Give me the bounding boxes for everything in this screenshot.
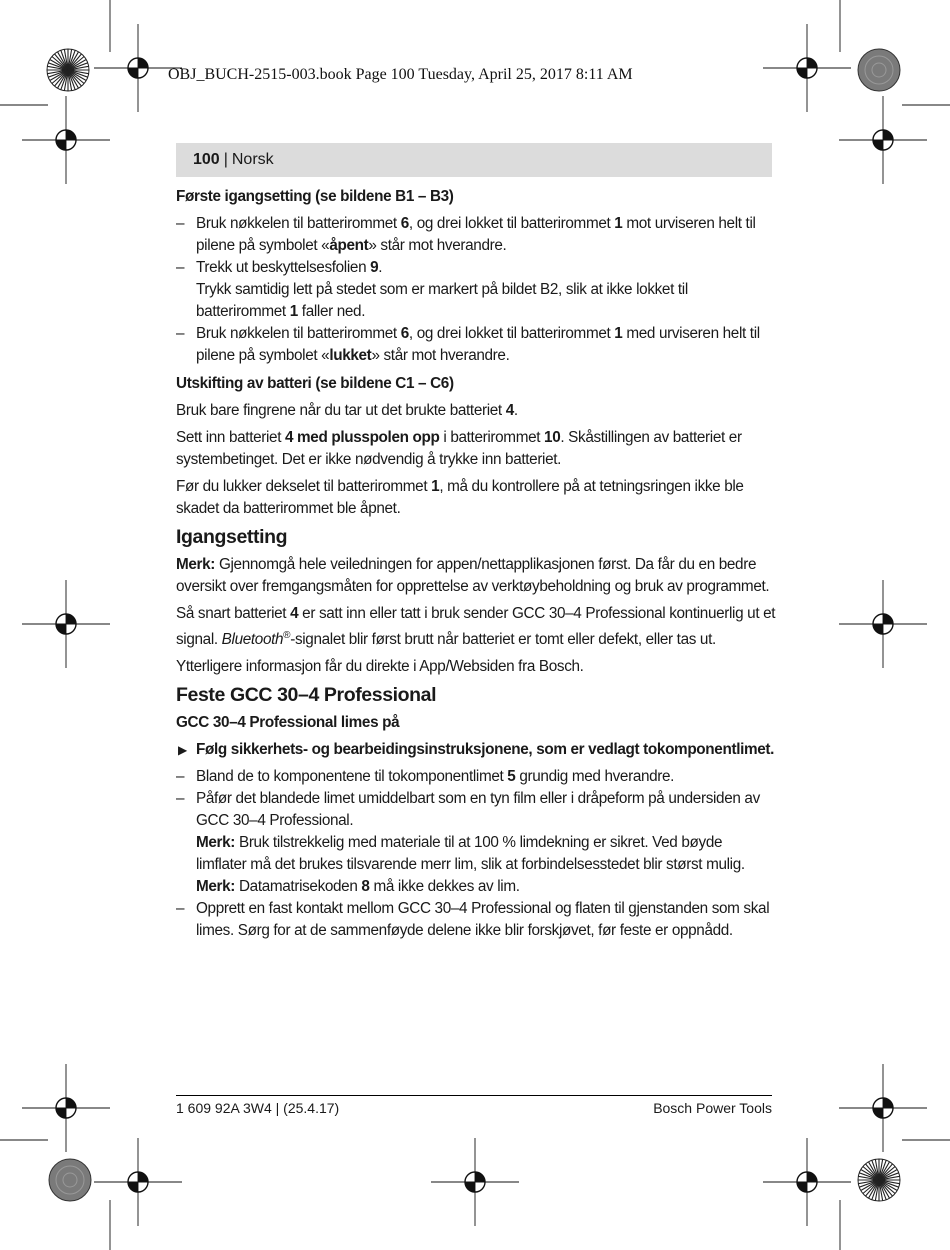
paragraph: Før du lukker dekselet til batterirommet 1, må du kontrollere på at tetningsringen ikke ble skadet da batterirommet ble åpnet. bbox=[176, 478, 744, 517]
section-title-first-startup: Første igangsetting (se bildene B1 – B3) bbox=[176, 188, 454, 205]
star-target bbox=[47, 49, 89, 91]
gluing-steps bbox=[176, 766, 776, 942]
registration-mark bbox=[22, 1064, 110, 1152]
section-subtitle-gluing: GCC 30–4 Professional limes på bbox=[176, 714, 400, 732]
registration-mark bbox=[94, 1138, 182, 1226]
star-target bbox=[858, 1159, 900, 1201]
paragraph: Ytterligere informasjon får du direkte i App/Websiden fra Bosch. bbox=[176, 658, 584, 676]
registration-mark bbox=[431, 1138, 519, 1226]
paragraph: Merk: Gjennomgå hele veiledningen for appen/nettapplikasjonen først. Da får du en bedre oversikt over fremgangsmåten for opprettelse av verktøybeholdning og bruk av programmet. bbox=[176, 556, 770, 595]
page-header bbox=[176, 143, 772, 177]
gray-target bbox=[49, 1159, 91, 1201]
step-note: Trykk samtidig lett på stedet som er markert på bildet B2, slik at ikke lokket til batterirommet 1 faller ned. bbox=[196, 281, 688, 320]
list-item: – Bruk nøkkelen til batterirommet 6, og drei lokket til batterirommet 1 med urviseren helt til pilene på symbolet «lukket» står mot hverandre. bbox=[176, 323, 776, 367]
step-note: Merk: Bruk tilstrekkelig med materiale til at 100 % limdekning er sikret. Ved bøyde limflater må det brukes tilsvarende merr lim, slik at forbindelsesstedet blir størst mulig. bbox=[196, 834, 745, 874]
registration-mark bbox=[763, 1138, 851, 1226]
header-language: Norsk bbox=[231, 151, 274, 168]
page-footer bbox=[176, 1095, 772, 1116]
paragraph: Bruk bare fingrene når du tar ut det brukte batteriet 4. bbox=[176, 402, 518, 419]
list-item: – Trekk ut beskyttelsesfolien 9. Trykk samtidig lett på stedet som er markert på bildet B2, slik at ikke lokket til batterirommet 1 faller ned. bbox=[176, 257, 776, 323]
section-heading-startup: Igangsetting bbox=[176, 526, 288, 548]
page-number: 100 bbox=[193, 151, 220, 168]
section-heading-mounting: Feste GCC 30–4 Professional bbox=[176, 684, 437, 707]
section-title-battery-replacement: Utskifting av batteri (se bildene C1 – C6) bbox=[176, 375, 454, 392]
paragraph: Sett inn batteriet 4 med plusspolen opp i batterirommet 10. Skåstillingen av batteriet er systembetinget. Det er ikke nødvendig å trykke inn batteriet. bbox=[176, 429, 742, 468]
page-content bbox=[176, 186, 776, 948]
book-info-line: OBJ_BUCH-2515-003.book Page 100 Tuesday, April 25, 2017 8:11 AM bbox=[168, 66, 633, 83]
footer-brand: Bosch Power Tools bbox=[653, 1100, 772, 1116]
gray-target bbox=[858, 49, 900, 91]
list-item: – Opprett en fast kontakt mellom GCC 30–4 Professional og flaten til gjenstanden som skal limes. Sørg for at de sammenføyde delene ikke blir forskjøvet, før feste er oppnådd. bbox=[176, 898, 776, 942]
registration-mark bbox=[839, 580, 927, 668]
paragraph: Så snart batteriet 4 er satt inn eller tatt i bruk sender GCC 30–4 Professional kontinuerlig ut et signal. Bluetooth®-signalet blir først brutt når batteriet er tomt eller defekt, eller tas ut. bbox=[176, 605, 776, 649]
triangle-right-icon: ▶ bbox=[178, 743, 187, 758]
registration-mark bbox=[839, 96, 927, 184]
step-note: Merk: Datamatrisekoden 8 må ikke dekkes av lim. bbox=[196, 878, 520, 896]
list-item: – Bruk nøkkelen til batterirommet 6, og drei lokket til batterirommet 1 mot urviseren helt til pilene på symbolet «åpent» står mot hverandre. bbox=[176, 213, 776, 257]
footer-document-code: 1 609 92A 3W4 | (25.4.17) bbox=[176, 1100, 340, 1116]
header-separator: | bbox=[223, 151, 228, 168]
registration-mark bbox=[22, 96, 110, 184]
registration-mark bbox=[22, 580, 110, 668]
first-startup-steps bbox=[176, 213, 776, 367]
list-item: – Påfør det blandede limet umiddelbart som en tyn film eller i dråpeform på undersiden av GCC 30–4 Professional. Merk: Bruk tilstrekkelig med materiale til at 100 % limdekning er sikret. Ved bøyde limflater må det brukes tilsvarende merr lim, slik at forbindelsesstedet blir størst mulig. Merk: Datamatrisekoden 8 må ikke dekkes av lim. bbox=[176, 788, 776, 898]
registration-mark bbox=[763, 24, 851, 112]
safety-instruction: ▶ Følg sikkerhets- og bearbeidingsinstruksjonene, som er vedlagt tokomponentlimet. bbox=[176, 739, 776, 761]
registration-mark bbox=[839, 1064, 927, 1152]
list-item: – Bland de to komponentene til tokomponentlimet 5 grundig med hverandre. bbox=[176, 766, 776, 788]
